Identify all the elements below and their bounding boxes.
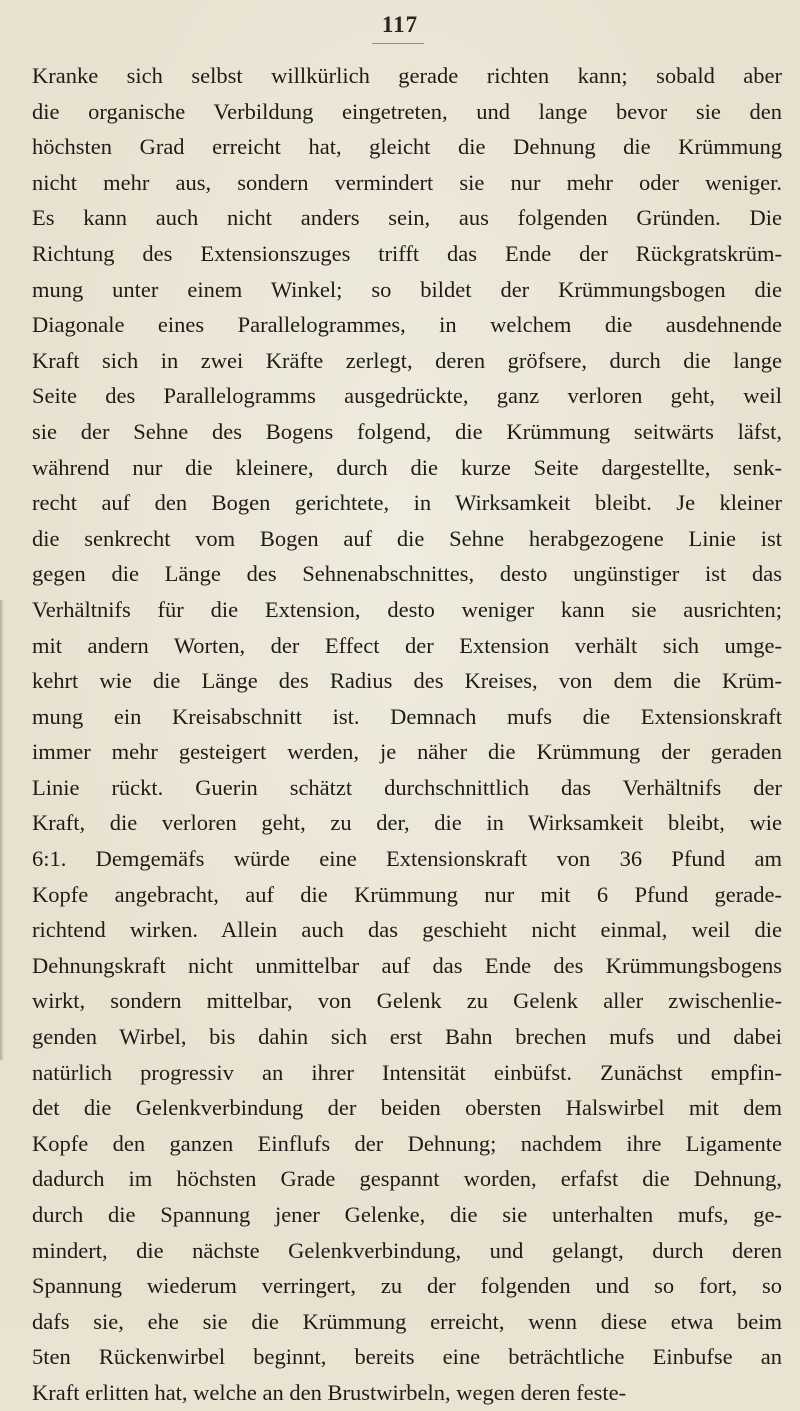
text-line: Kopfe den ganzen Einflufs der Dehnung; nachdem ihre Ligamente (32, 1130, 782, 1156)
text-line: 6:1. Demgemäfs würde eine Extensionskraft von 36 Pfund am (32, 846, 782, 872)
text-line: mung unter einem Winkel; so bildet der Krümmungsbogen die (32, 276, 782, 302)
text-line: Richtung des Extensionszuges trifft das Ende der Rückgratskrüm- (32, 240, 782, 266)
text-line: mung ein Kreisabschnitt ist. Demnach mufs die Extensionskraft (32, 703, 782, 729)
text-line: mit andern Worten, der Effect der Extension verhält sich umge- (32, 632, 782, 658)
text-line: 5ten Rückenwirbel beginnt, bereits eine beträchtliche Einbufse an (32, 1344, 782, 1370)
text-line: recht auf den Bogen gerichtete, in Wirksamkeit bleibt. Je kleiner (32, 490, 782, 516)
text-line: mindert, die nächste Gelenkverbindung, und gelangt, durch deren (32, 1237, 782, 1263)
text-line: nicht mehr aus, sondern vermindert sie nur mehr oder weniger. (32, 169, 782, 195)
text-line: die senkrecht vom Bogen auf die Sehne herabgezogene Linie ist (32, 525, 782, 551)
page-number: 117 (381, 12, 419, 37)
text-line: Spannung wiederum verringert, zu der folgenden und so fort, so (32, 1273, 782, 1299)
text-line: Kraft sich in zwei Kräfte zerlegt, deren gröfsere, durch die lange (32, 347, 782, 373)
text-line: Verhältnifs für die Extension, desto weniger kann sie ausrichten; (32, 596, 782, 622)
text-line: Es kann auch nicht anders sein, aus folgenden Gründen. Die (32, 205, 782, 231)
text-line: genden Wirbel, bis dahin sich erst Bahn brechen mufs und dabei (32, 1024, 782, 1050)
text-line: kehrt wie die Länge des Radius des Kreises, von dem die Krüm- (32, 668, 782, 694)
text-line: durch die Spannung jener Gelenke, die sie unterhalten mufs, ge- (32, 1202, 782, 1227)
page-edge-shadow (0, 600, 4, 1060)
text-line: Kraft erlitten hat, welche an den Brustwirbeln, wegen deren feste- (32, 1379, 627, 1405)
text-line: Diagonale eines Parallelogrammes, in welchem die ausdehnende (32, 312, 782, 338)
text-line: Kopfe angebracht, auf die Krümmung nur mit 6 Pfund gerade- (32, 881, 782, 907)
header-rule (372, 43, 424, 44)
text-line: wirkt, sondern mittelbar, von Gelenk zu Gelenk aller zwischenlie- (32, 988, 782, 1014)
text-line: Seite des Parallelogramms ausgedrückte, ganz verloren geht, weil (32, 383, 782, 409)
text-line: Kraft, die verloren geht, zu der, die in Wirksamkeit bleibt, wie (32, 810, 782, 836)
text-line: natürlich progressiv an ihrer Intensität einbüfst. Zunächst empfin- (32, 1059, 782, 1085)
text-line: Kranke sich selbst willkürlich gerade richten kann; sobald aber (32, 63, 782, 88)
text-line: det die Gelenkverbindung der beiden obersten Halswirbel mit dem (32, 1095, 782, 1121)
text-line: dafs sie, ehe sie die Krümmung erreicht, wenn diese etwa beim (32, 1308, 782, 1334)
text-line: richtend wirken. Allein auch das geschieht nicht einmal, weil die (32, 917, 782, 943)
text-line: immer mehr gesteigert werden, je näher die Krümmung der geraden (32, 739, 782, 765)
text-line: Dehnungskraft nicht unmittelbar auf das Ende des Krümmungsbogens (32, 952, 782, 978)
text-line: dadurch im höchsten Grade gespannt worden, erfafst die Dehnung, (32, 1166, 782, 1192)
text-line: Linie rückt. Guerin schätzt durchschnittlich das Verhältnifs der (32, 774, 782, 800)
text-line: gegen die Länge des Sehnenabschnittes, desto ungünstiger ist das (32, 561, 782, 587)
text-line: höchsten Grad erreicht hat, gleicht die Dehnung die Krümmung (32, 134, 782, 160)
body-text (32, 58, 782, 1411)
text-line: während nur die kleinere, durch die kurze Seite dargestellte, senk- (32, 454, 782, 480)
text-line: die organische Verbildung eingetreten, und lange bevor sie den (32, 98, 782, 124)
text-line: sie der Sehne des Bogens folgend, die Krümmung seitwärts läfst, (32, 418, 782, 444)
